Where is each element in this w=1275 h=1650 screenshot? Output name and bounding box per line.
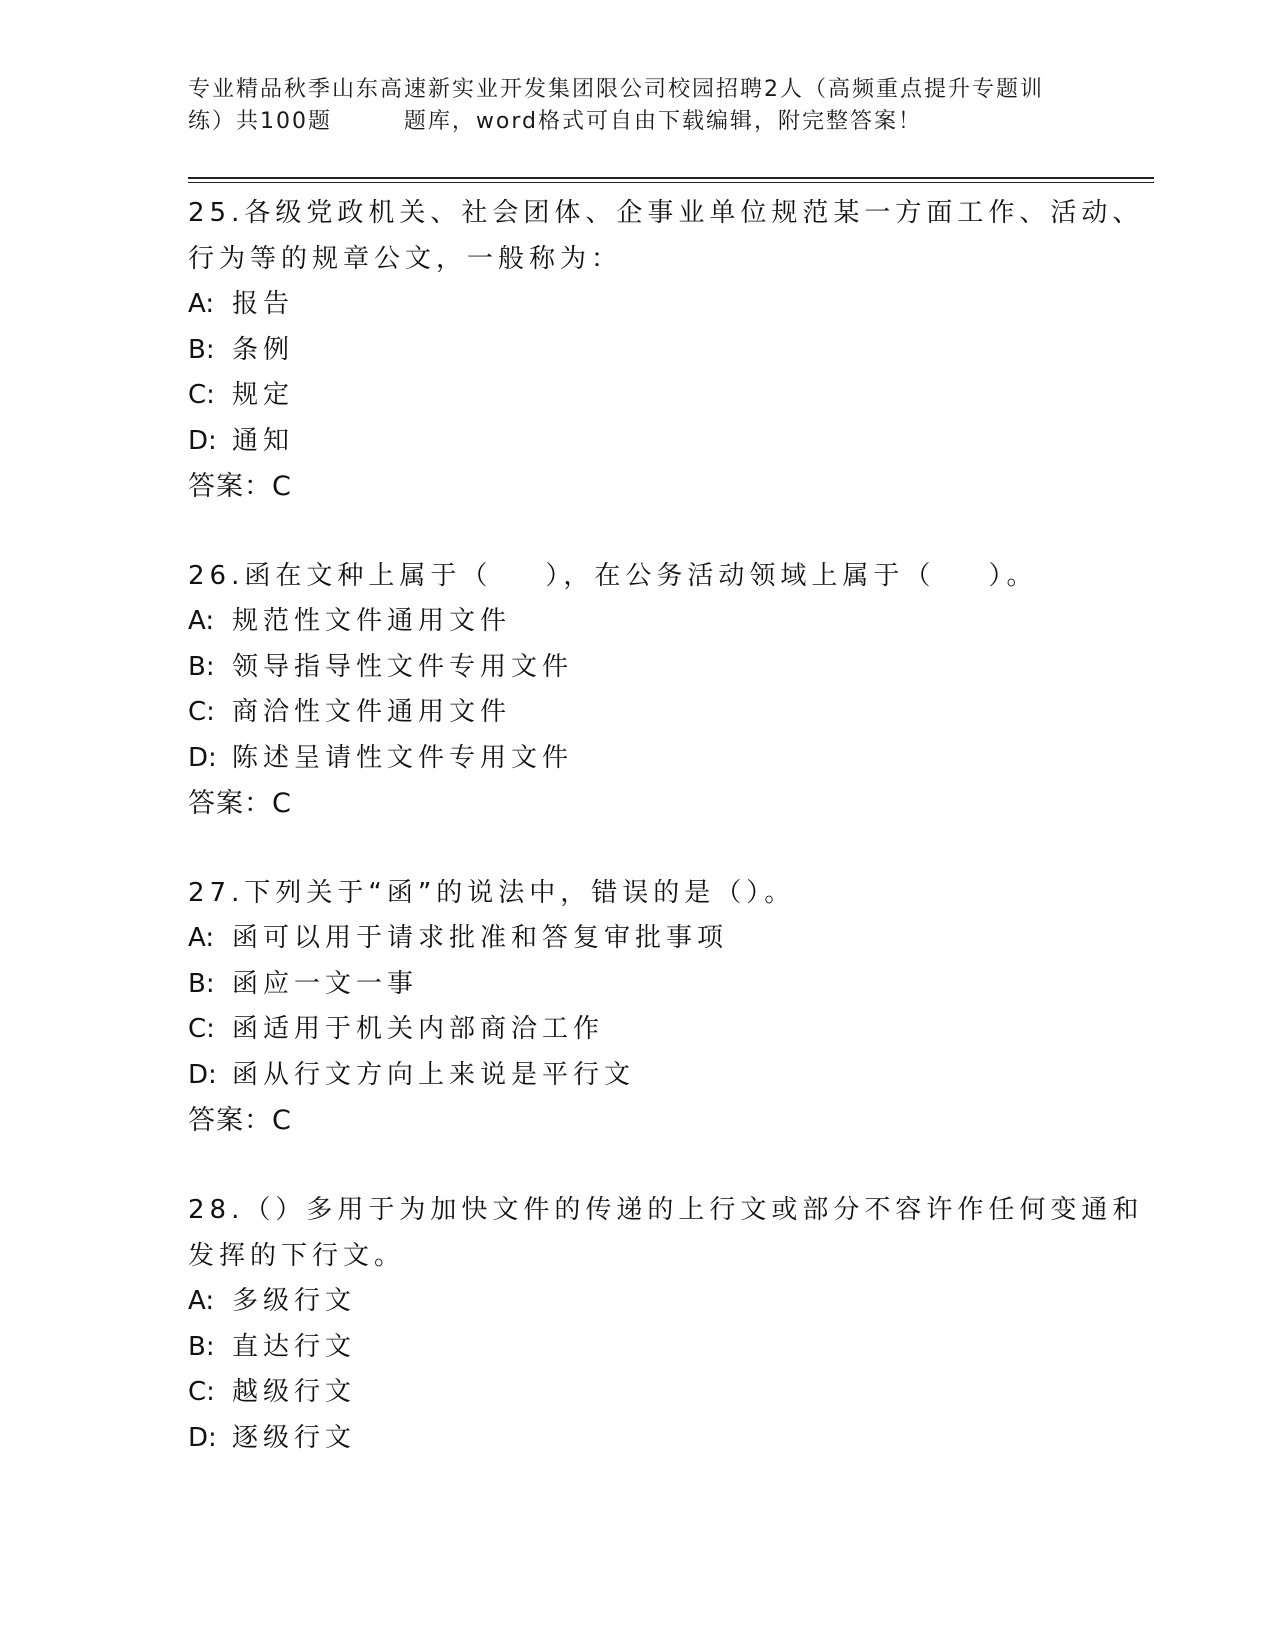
- option-text: 商洽性文件通用文件: [232, 697, 512, 727]
- option-c: [188, 1007, 1088, 1053]
- option-text: 规定: [232, 380, 295, 410]
- option-a: [188, 282, 1088, 328]
- option-c: [188, 1370, 1088, 1416]
- option-d: [188, 1416, 1088, 1462]
- question-26: [188, 553, 1088, 827]
- answer-line: 答案：C: [188, 788, 292, 819]
- option-b: [188, 1325, 1088, 1371]
- option-a: [188, 916, 1088, 962]
- header-divider-thick: [188, 177, 1154, 179]
- question-27: [188, 870, 1088, 1144]
- option-d: [188, 419, 1088, 465]
- question-spacer: [188, 1144, 1088, 1187]
- option-text: 陈述呈请性文件专用文件: [232, 742, 574, 773]
- option-a: [188, 1279, 1088, 1325]
- option-key: C:: [188, 1014, 215, 1044]
- header-divider-thin: [188, 182, 1154, 183]
- option-key: A:: [188, 1286, 215, 1316]
- question-stem-line: 25.各级党政机关、社会团体、企事业单位规范某一方面工作、活动、: [188, 198, 1144, 228]
- question-list: [188, 190, 1144, 1461]
- option-text: 函应一文一事: [232, 968, 419, 999]
- option-key: A:: [188, 289, 215, 319]
- question-stem-line: 26.函在文种上属于（ ），在公务活动领域上属于（ ）。: [188, 561, 1038, 591]
- question-stem-line: 发挥的下行文。: [188, 1241, 406, 1271]
- header-title-line-2: 练）共100题 题库，word格式可自由下载编辑，附完整答案！: [188, 109, 923, 134]
- option-text: 规范性文件通用文件: [232, 606, 512, 636]
- option-text: 多级行文: [232, 1286, 357, 1316]
- option-b: [188, 328, 1088, 374]
- option-key: C:: [188, 697, 215, 727]
- option-key: B:: [188, 334, 215, 365]
- option-key: A:: [188, 606, 215, 636]
- option-text: 越级行文: [232, 1377, 357, 1407]
- option-key: A:: [188, 923, 215, 953]
- option-key: C:: [188, 1377, 215, 1407]
- answer-line: 答案：C: [188, 471, 292, 502]
- option-key: B:: [188, 968, 215, 999]
- header-title-line-1: 专业精品秋季山东高速新实业开发集团限公司校园招聘2人（高频重点提升专题训: [188, 77, 1044, 102]
- option-text: 条例: [232, 334, 295, 365]
- question-stem-line: 27.下列关于“函”的说法中，错误的是（）。: [188, 878, 796, 908]
- option-key: D:: [188, 1422, 217, 1453]
- option-text: 逐级行文: [232, 1422, 357, 1453]
- option-d: [188, 1053, 1088, 1099]
- option-key: D:: [188, 1059, 217, 1090]
- option-key: B:: [188, 1331, 215, 1362]
- document-header: [188, 74, 1088, 138]
- question-stem-line: 28.（）多用于为加快文件的传递的上行文或部分不容许作任何变通和: [188, 1195, 1144, 1225]
- option-c: [188, 690, 1088, 736]
- question-spacer: [188, 510, 1088, 553]
- option-c: [188, 373, 1088, 419]
- option-b: [188, 645, 1088, 691]
- option-a: [188, 599, 1088, 645]
- option-text: 直达行文: [232, 1331, 357, 1362]
- question-stem-line: 行为等的规章公文，一般称为：: [188, 244, 623, 274]
- option-text: 通知: [232, 425, 295, 456]
- option-d: [188, 736, 1088, 782]
- option-text: 报告: [232, 289, 295, 319]
- question-spacer: [188, 827, 1088, 870]
- question-25: [188, 190, 1144, 510]
- option-text: 领导指导性文件专用文件: [232, 651, 574, 682]
- option-text: 函可以用于请求批准和答复审批事项: [232, 923, 729, 953]
- question-28: [188, 1187, 1144, 1461]
- option-text: 函从行文方向上来说是平行文: [232, 1059, 636, 1090]
- option-key: D:: [188, 425, 217, 456]
- option-key: C:: [188, 380, 215, 410]
- answer-line: 答案：C: [188, 1105, 292, 1136]
- option-key: D:: [188, 742, 217, 773]
- option-key: B:: [188, 651, 215, 682]
- option-b: [188, 962, 1088, 1008]
- option-text: 函适用于机关内部商洽工作: [232, 1014, 605, 1044]
